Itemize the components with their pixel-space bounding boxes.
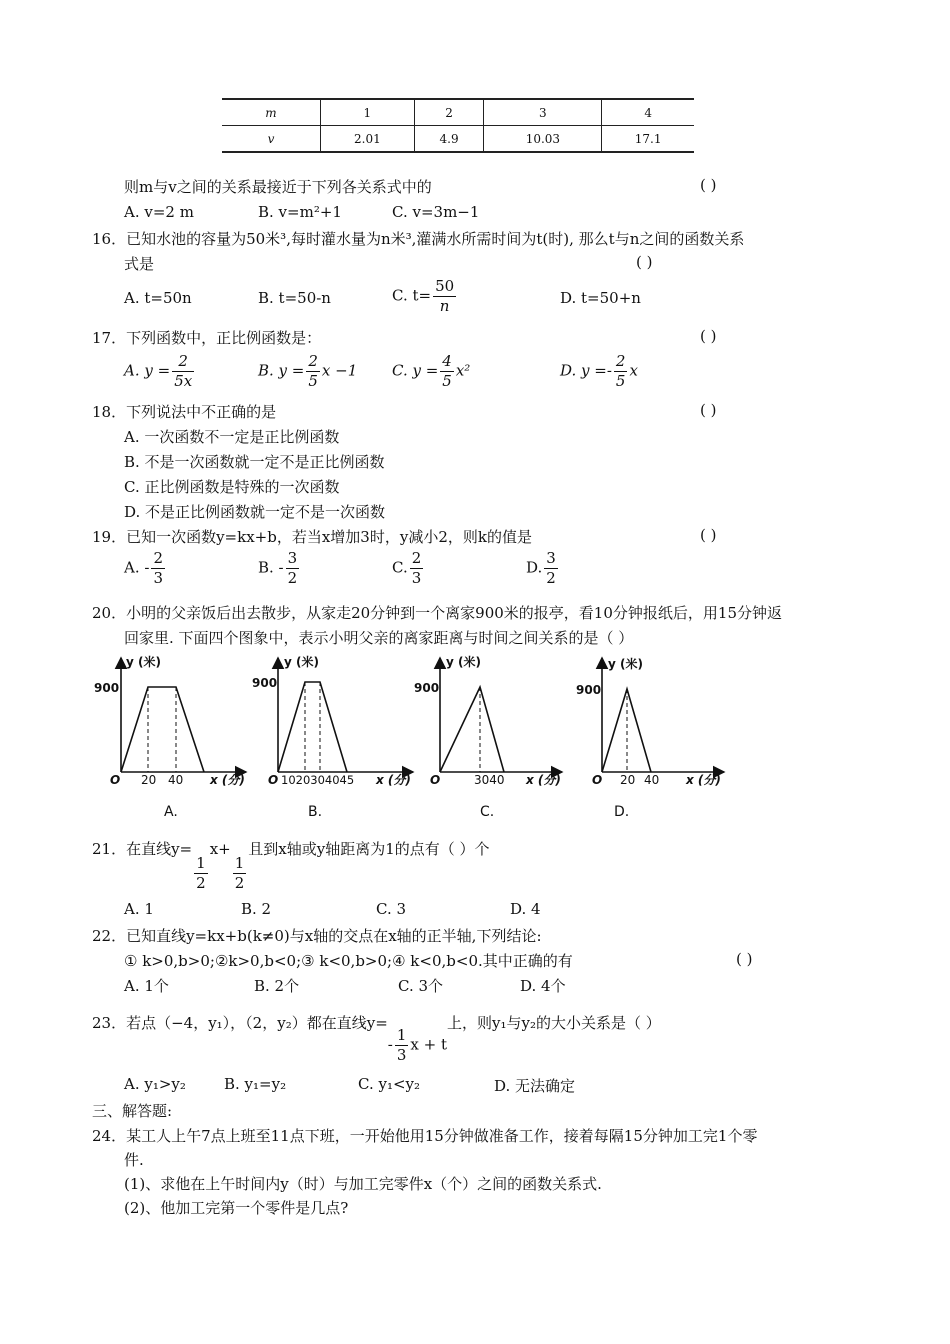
q23-option-c: C. y₁<y₂ bbox=[358, 1075, 421, 1093]
q23-option-a: A. y₁>y₂ bbox=[124, 1075, 186, 1093]
graph-a-origin: O bbox=[110, 773, 121, 787]
q17-option-c bbox=[392, 352, 470, 391]
option-suffix: x² bbox=[455, 361, 471, 380]
fraction bbox=[544, 549, 558, 588]
table-cell: 2 bbox=[414, 99, 484, 126]
option-prefix: B. - bbox=[258, 558, 284, 577]
q21-stem bbox=[92, 838, 490, 893]
q17-stem: 17．下列函数中，正比例函数是： bbox=[92, 329, 322, 347]
graph-d bbox=[576, 656, 724, 820]
q18-option-a: A. 一次函数不一定是正比例函数 bbox=[124, 428, 340, 446]
fraction bbox=[172, 352, 194, 391]
fraction bbox=[286, 549, 300, 588]
graph-b-ylabel: y (米) bbox=[284, 655, 319, 669]
q21-prefix: 21．在直线y= bbox=[92, 840, 193, 858]
fraction-numerator: 3 bbox=[287, 549, 298, 567]
data-table bbox=[222, 98, 694, 153]
q18-option-b: B. 不是一次函数就一定不是正比例函数 bbox=[124, 453, 385, 471]
graph-b-label: B. bbox=[308, 804, 323, 820]
q19-option-d bbox=[526, 549, 560, 588]
table-cell: m bbox=[222, 99, 321, 126]
q16-answer-paren: ( ) bbox=[636, 253, 653, 271]
fraction-denominator: 5 bbox=[442, 371, 452, 390]
graph-c bbox=[414, 654, 562, 820]
graph-c-xlabel: x (分) bbox=[526, 773, 561, 787]
q22-stem-cont: ① k>0,b>0;②k>0,b<0;③ k<0,b>0;④ k<0,b<0.其中正确的有 bbox=[124, 952, 573, 970]
fraction-numerator: 2 bbox=[411, 549, 422, 567]
graph-d-ylabel: y (米) bbox=[608, 657, 643, 671]
q16-option-b: B. t=50-n bbox=[258, 289, 331, 307]
fraction bbox=[395, 1026, 409, 1065]
fraction-numerator: 2 bbox=[308, 352, 318, 370]
q21-option-a: A. 1 bbox=[124, 900, 154, 918]
table-row bbox=[222, 126, 694, 153]
option-prefix: C. y = bbox=[392, 361, 439, 380]
option-suffix: x −1 bbox=[321, 361, 358, 380]
graph-a-tick: 40 bbox=[168, 773, 184, 787]
graph-b-ticks: 1020304045 bbox=[281, 773, 355, 787]
table-cell: 2.01 bbox=[321, 126, 415, 153]
fraction-denominator: 2 bbox=[546, 568, 556, 587]
table-cell: 4 bbox=[602, 99, 694, 126]
q18-option-d: D. 不是正比例函数就一定不是一次函数 bbox=[124, 503, 386, 521]
graph-b-xlabel: x (分) bbox=[376, 773, 411, 787]
option-prefix: D. y =- bbox=[560, 361, 612, 380]
q17-answer-paren: ( ) bbox=[700, 327, 717, 345]
fraction-denominator: 2 bbox=[196, 873, 206, 892]
q23-stem bbox=[92, 1012, 661, 1065]
section-title: 三、解答题: bbox=[92, 1102, 173, 1120]
fraction bbox=[440, 352, 454, 391]
graph-d-tick: 20 bbox=[620, 773, 636, 787]
q22-answer-paren: ( ) bbox=[736, 950, 753, 968]
q19-option-c bbox=[392, 549, 425, 588]
q22-option-d: D. 4个 bbox=[520, 977, 566, 995]
fraction-denominator: 5 bbox=[615, 371, 626, 390]
graph-c-ticks: 3040 bbox=[474, 773, 505, 787]
q17-option-a bbox=[124, 352, 196, 391]
q20-graphs bbox=[86, 650, 886, 822]
q20-stem-cont: 回家里. 下面四个图象中，表示小明父亲的离家距离与时间之间关系的是（ ） bbox=[124, 629, 634, 647]
q15-stem: 则m与v之间的关系最接近于下列各关系式中的 bbox=[124, 178, 432, 196]
q22-stem: 22．已知直线y=kx+b(k≠0)与x轴的交点在x轴的正半轴,下列结论: bbox=[92, 927, 542, 945]
option-prefix: C. bbox=[392, 558, 408, 577]
q19-stem: 19．已知一次函数y=kx+b，若当x增加3时，y减小2，则k的值是 bbox=[92, 528, 532, 546]
fraction bbox=[194, 854, 208, 893]
option-prefix: D. bbox=[526, 558, 543, 577]
fraction-denominator: 5x bbox=[174, 371, 193, 390]
q15-option-c: C. v=3m−1 bbox=[392, 203, 480, 221]
q22-option-a: A. 1个 bbox=[124, 977, 169, 995]
graph-b-origin: O bbox=[268, 773, 279, 787]
q23-suffix: 上，则y₁与y₂的大小关系是（ ） bbox=[446, 1014, 661, 1032]
q21-option-b: B. 2 bbox=[241, 900, 272, 918]
graph-a-label: A. bbox=[164, 804, 178, 820]
q15-answer-paren: ( ) bbox=[700, 176, 717, 194]
q22-option-b: B. 2个 bbox=[254, 977, 300, 995]
q16-stem: 16．已知水池的容量为50米³,每时灌水量为n米³,灌满水所需时间为t(时), 那么t与n之间的函数关系 bbox=[92, 230, 745, 248]
q16-option-c bbox=[392, 277, 458, 316]
fraction-denominator: n bbox=[439, 296, 450, 315]
table-cell: 3 bbox=[484, 99, 602, 126]
table-cell: 10.03 bbox=[484, 126, 602, 153]
fraction-numerator: 2 bbox=[153, 549, 163, 567]
graph-d-tick: 40 bbox=[644, 773, 660, 787]
graph-a-tick: 20 bbox=[141, 773, 157, 787]
q19-answer-paren: ( ) bbox=[700, 526, 717, 544]
graph-a-xlabel: x (分) bbox=[210, 773, 245, 787]
fraction bbox=[433, 277, 456, 316]
q16-c-prefix: C. t= bbox=[392, 286, 432, 305]
option-prefix: B. y = bbox=[258, 361, 305, 380]
q18-answer-paren: ( ) bbox=[700, 401, 717, 419]
q16-stem-cont: 式是 bbox=[124, 255, 155, 273]
graph-c-ylabel: y (米) bbox=[446, 655, 481, 669]
q23-expression bbox=[388, 1026, 447, 1065]
q17-option-d bbox=[560, 352, 638, 391]
graph-a-ylabel: y (米) bbox=[126, 655, 161, 669]
q23-option-d: D. 无法确定 bbox=[494, 1077, 576, 1095]
fraction-denominator: 2 bbox=[234, 873, 245, 892]
fraction-numerator: 1 bbox=[196, 854, 206, 872]
fraction bbox=[151, 549, 165, 588]
q19-option-a bbox=[124, 549, 167, 588]
fraction-denominator: 3 bbox=[396, 1045, 407, 1064]
q24-stem-cont: 件. bbox=[124, 1151, 144, 1169]
graph-d-xlabel: x (分) bbox=[686, 773, 721, 787]
fraction-numerator: 4 bbox=[442, 352, 452, 370]
q19-option-b bbox=[258, 549, 301, 588]
q18-option-c: C. 正比例函数是特殊的一次函数 bbox=[124, 478, 340, 496]
graph-b-y900: 900 bbox=[252, 676, 278, 690]
q23-tail: x + t bbox=[410, 1035, 447, 1054]
fraction-denominator: 3 bbox=[411, 568, 422, 587]
option-suffix: x bbox=[629, 361, 638, 380]
q23-prefix: 23．若点（−4，y₁），（2，y₂）都在直线y= bbox=[92, 1014, 388, 1032]
option-prefix: A. - bbox=[124, 558, 150, 577]
fraction-numerator: 3 bbox=[546, 549, 556, 567]
q23-neg: - bbox=[387, 1035, 393, 1054]
q16-option-d: D. t=50+n bbox=[560, 289, 641, 307]
q24-part-2: (2)、他加工完第一个零件是几点? bbox=[124, 1199, 349, 1217]
fraction bbox=[233, 854, 247, 893]
fraction bbox=[410, 549, 424, 588]
fraction bbox=[306, 352, 320, 391]
fraction-denominator: 2 bbox=[287, 568, 298, 587]
q21-suffix: 且到x轴或y轴距离为1的点有（ ）个 bbox=[248, 840, 490, 858]
graph-b bbox=[252, 654, 413, 820]
q15-option-b: B. v=m²+1 bbox=[258, 203, 342, 221]
q21-option-c: C. 3 bbox=[376, 900, 407, 918]
graph-d-y900: 900 bbox=[576, 683, 602, 697]
q20-stem: 20．小明的父亲饭后出去散步，从家走20分钟到一个离家900米的报亭，看10分钟报纸后，用15分钟返 bbox=[92, 604, 782, 622]
table-cell: 17.1 bbox=[602, 126, 694, 153]
fraction-denominator: 5 bbox=[308, 371, 318, 390]
q24-stem: 24．某工人上午7点上班至11点下班，一开始他用15分钟做准备工作，接着每隔15分钟加工完1个零 bbox=[92, 1127, 758, 1145]
table-cell: v bbox=[222, 126, 321, 153]
option-prefix: A. y = bbox=[124, 361, 171, 380]
q22-option-c: C. 3个 bbox=[398, 977, 444, 995]
fraction-numerator: 2 bbox=[615, 352, 626, 370]
graph-c-y900: 900 bbox=[414, 681, 440, 695]
q15-option-a: A. v=2 m bbox=[124, 203, 194, 221]
graph-c-label: C. bbox=[480, 804, 495, 820]
graph-a bbox=[94, 654, 246, 820]
graph-d-label: D. bbox=[614, 804, 630, 820]
fraction-numerator: 2 bbox=[172, 352, 194, 372]
q17-option-b bbox=[258, 352, 357, 391]
graph-c-origin: O bbox=[430, 773, 441, 787]
q24-part-1: (1)、求他在上午时间内y（时）与加工完零件x（个）之间的函数关系式. bbox=[124, 1175, 602, 1193]
q23-option-b: B. y₁=y₂ bbox=[224, 1075, 287, 1093]
q18-stem: 18．下列说法中不正确的是 bbox=[92, 403, 277, 421]
fraction-numerator: 1 bbox=[396, 1026, 407, 1044]
table-header-row bbox=[222, 99, 694, 126]
fraction-numerator: 1 bbox=[234, 854, 245, 872]
table-cell: 1 bbox=[321, 99, 415, 126]
graph-a-y900: 900 bbox=[94, 681, 120, 695]
q16-option-a: A. t=50n bbox=[124, 289, 192, 307]
fraction-denominator: 3 bbox=[153, 568, 163, 587]
graph-d-origin: O bbox=[592, 773, 603, 787]
q21-option-d: D. 4 bbox=[510, 900, 541, 918]
fraction-numerator: 50 bbox=[435, 277, 455, 295]
fraction bbox=[614, 352, 628, 391]
table-cell: 4.9 bbox=[414, 126, 484, 153]
q21-mid: x+ bbox=[209, 840, 231, 858]
